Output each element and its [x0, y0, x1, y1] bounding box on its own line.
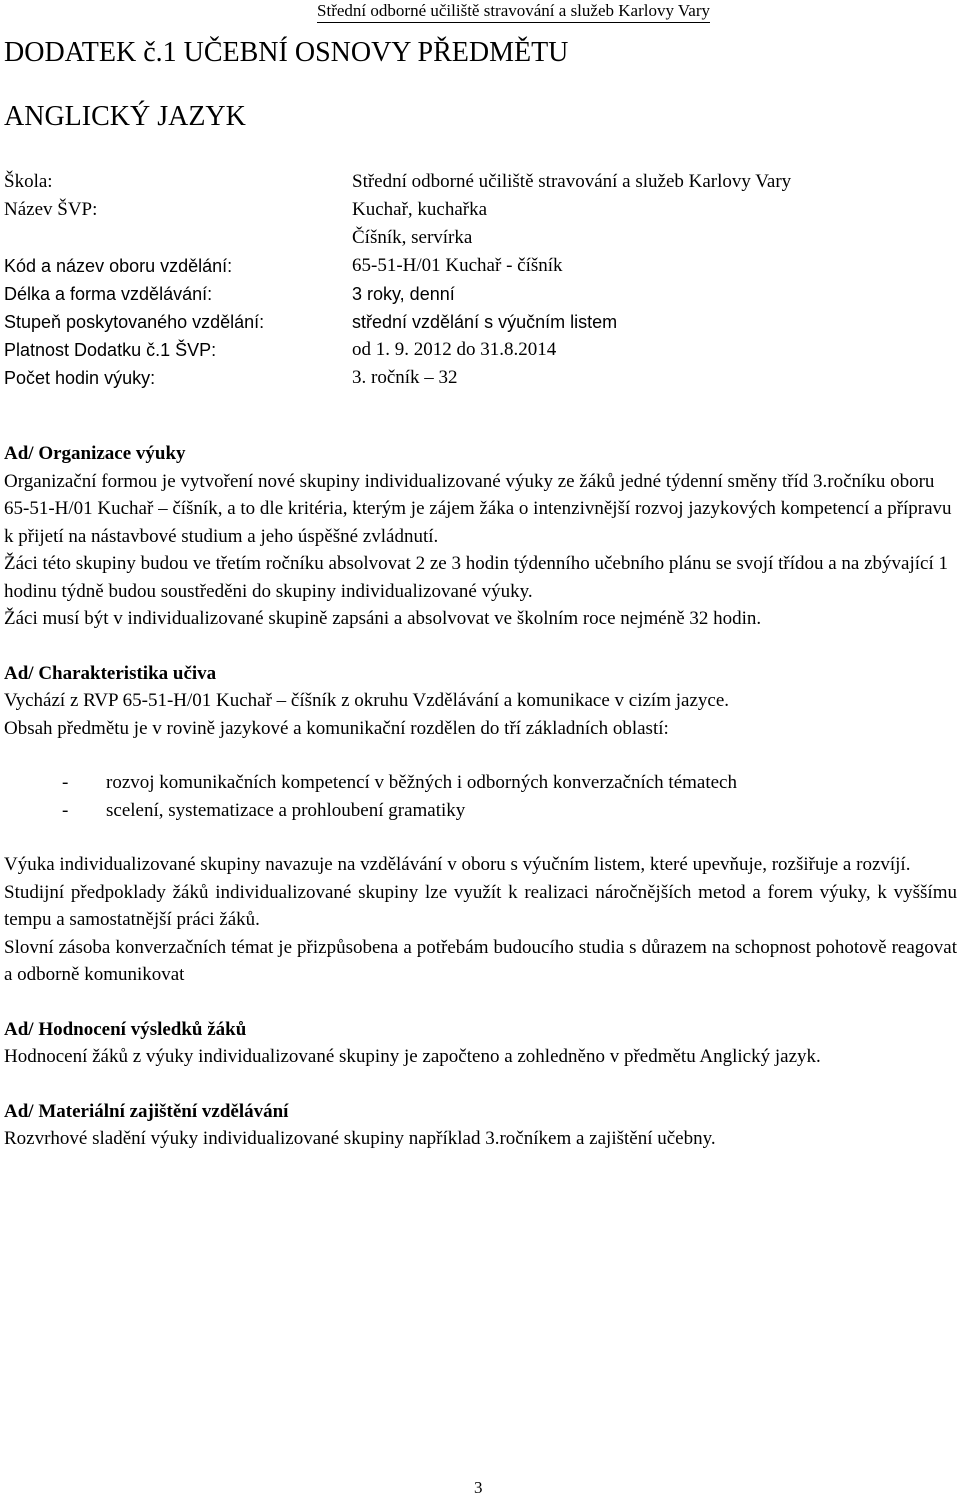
document-body	[4, 440, 957, 1153]
section-heading-charakteristika: Ad/ Charakteristika učiva	[4, 662, 217, 684]
section-heading-materialni: Ad/ Materiální zajištění vzdělávání	[4, 1100, 289, 1122]
info-label: Délka a forma vzdělávání:	[4, 284, 213, 304]
list-item-text: scelení, systematizace a prohloubení gramatiky	[106, 799, 466, 821]
info-value: 3. ročník – 32	[352, 367, 458, 388]
info-label: Platnost Dodatku č.1 ŠVP:	[4, 340, 217, 360]
info-value: Kuchař, kuchařka	[352, 199, 488, 220]
paragraph: Výuka individualizované skupiny navazuje na vzdělávání v oboru s výučním listem, které upevňuje, rozšiřuje a rozvíjí.	[4, 854, 911, 875]
info-row-skola	[4, 168, 944, 196]
paragraph: Vychází z RVP 65-51-H/01 Kuchař – číšník z okruhu Vzdělávání a komunikace v cizím jazyce.	[4, 690, 729, 711]
info-label: Název ŠVP:	[4, 199, 98, 220]
page-number: 3	[474, 1478, 483, 1497]
info-row-nazev-svp	[4, 196, 944, 224]
paragraph: Žáci musí být v individualizované skupině zapsáni a absolvovat ve školním roce nejméně 32 hodin.	[4, 608, 762, 629]
info-label: Počet hodin výuky:	[4, 368, 156, 388]
section-heading-hodnoceni: Ad/ Hodnocení výsledků žáků	[4, 1018, 247, 1040]
dash-bullet: -	[62, 772, 69, 793]
info-value: 65-51-H/01 Kuchař - číšník	[352, 255, 563, 276]
list-item	[4, 797, 957, 825]
section-heading-organizace: Ad/ Organizace výuky	[4, 443, 186, 464]
subject-title: ANGLICKÝ JAZYK	[4, 101, 246, 132]
list-item-text: rozvoj komunikačních kompetencí v běžných i odborných konverzačních tématech	[106, 772, 737, 793]
info-row-delka	[4, 280, 944, 308]
info-label: Škola:	[4, 171, 53, 192]
paragraph: Studijní předpoklady žáků individualizované skupiny lze využít k realizaci náročnějších metod a forem výuky, k vyššímu tempu a samostatnější práci žáků.	[4, 881, 957, 930]
info-label: Kód a název oboru vzdělání:	[4, 256, 233, 276]
spacer	[4, 989, 957, 1016]
document-title: DODATEK č.1 UČEBNÍ OSNOVY PŘEDMĚTU	[4, 37, 569, 68]
info-row-stupen	[4, 308, 944, 336]
info-row-kod-oboru	[4, 252, 944, 280]
info-value: od 1. 9. 2012 do 31.8.2014	[352, 339, 557, 360]
dash-bullet: -	[62, 799, 69, 821]
info-label: Stupeň poskytovaného vzdělání:	[4, 312, 265, 332]
info-row-pocet-hodin	[4, 364, 944, 392]
topic-list	[4, 769, 957, 824]
info-row-platnost	[4, 336, 944, 364]
info-value: střední vzdělání s výučním listem	[352, 312, 618, 332]
list-item	[4, 769, 957, 797]
paragraph: Hodnocení žáků z výuky individualizované skupiny je započteno a zohledněno v předmětu Anglický jazyk.	[4, 1046, 821, 1067]
spacer	[4, 742, 957, 769]
paragraph: Rozvrhové sladění výuky individualizované skupiny například 3.ročníkem a zajištění učebny.	[4, 1128, 716, 1149]
spacer	[4, 1071, 957, 1098]
info-value: 3 roky, denní	[352, 284, 455, 304]
info-table	[4, 168, 944, 392]
info-value: Střední odborné učiliště stravování a služeb Karlovy Vary	[352, 171, 792, 192]
spacer	[4, 633, 957, 660]
paragraph: Organizační formou je vytvoření nové skupiny individualizované výuky ze žáků jedné týdenní směny tříd 3.ročníku oboru 65-51-H/01 Kuchař – číšník, a to dle kritéria, kterým je zájem žáka o intenzivnější rozvoj jazykových kompetencí a přípravu k přijetí na nástavbové studium a jeho úspěšné zvládnutí.	[4, 470, 952, 547]
running-header: Střední odborné učiliště stravování a služeb Karlovy Vary	[317, 0, 710, 23]
paragraph: Žáci této skupiny budou ve třetím ročníku absolvovat 2 ze 3 hodin týdenního učebního plánu se svojí třídou a na zbývající 1 hodinu týdně budou soustředěni do skupiny individualizované výuky.	[4, 553, 948, 602]
info-row-nazev-svp-2	[4, 224, 944, 252]
info-value: Číšník, servírka	[352, 227, 473, 248]
spacer	[4, 824, 957, 851]
paragraph: Slovní zásoba konverzačních témat je přizpůsobena a potřebám budoucího studia s důrazem na schopnost pohotově reagovat a odborně komunikovat	[4, 936, 957, 985]
paragraph: Obsah předmětu je v rovině jazykové a komunikační rozdělen do tří základních oblastí:	[4, 717, 669, 739]
